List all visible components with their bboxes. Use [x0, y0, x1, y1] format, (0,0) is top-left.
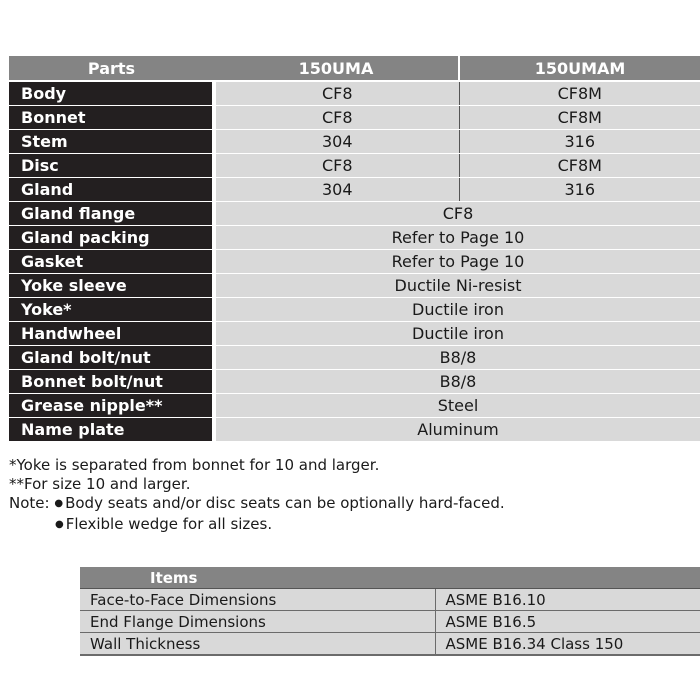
- table-row: [9, 346, 700, 370]
- material-150uma: CF8: [214, 154, 459, 178]
- material-150uma: 304: [214, 130, 459, 154]
- notes-section: [9, 456, 689, 536]
- materials-header-row: [9, 56, 700, 81]
- standard-item: Face-to-Face Dimensions: [80, 589, 435, 611]
- table-row: [9, 154, 700, 178]
- part-name: Handwheel: [9, 322, 214, 346]
- table-row: [9, 226, 700, 250]
- header-items: Items: [80, 567, 700, 589]
- table-row: [9, 250, 700, 274]
- material-150umam: 316: [459, 130, 700, 154]
- part-name: Gasket: [9, 250, 214, 274]
- note-label: Note:: [9, 494, 55, 512]
- table-row: [9, 202, 700, 226]
- standard-value: ASME B16.10: [435, 589, 700, 611]
- table-row: [9, 130, 700, 154]
- table-row: [9, 370, 700, 394]
- part-name: Bonnet: [9, 106, 214, 130]
- material-150umam: CF8M: [459, 106, 700, 130]
- material-common: CF8: [214, 202, 700, 226]
- part-name: Stem: [9, 130, 214, 154]
- table-row: [9, 178, 700, 202]
- header-150umam: 150UMAM: [459, 56, 700, 81]
- material-common: Ductile iron: [214, 298, 700, 322]
- bullet-icon: ●: [54, 498, 64, 509]
- table-row: [80, 633, 700, 656]
- bullet-icon: ●: [55, 519, 64, 530]
- material-common: Ductile iron: [214, 322, 700, 346]
- part-name: Grease nipple**: [9, 394, 214, 418]
- note-bullet-text: Body seats and/or disc seats can be optionally hard-faced.: [65, 494, 505, 512]
- material-common: B8/8: [214, 346, 700, 370]
- material-150uma: 304: [214, 178, 459, 202]
- table-row: [9, 394, 700, 418]
- footnote-grease-nipple: **For size 10 and larger.: [9, 475, 191, 493]
- header-150uma: 150UMA: [214, 56, 459, 81]
- note-bullet-text: Flexible wedge for all sizes.: [65, 515, 273, 533]
- materials-table: [9, 56, 700, 442]
- material-150umam: CF8M: [459, 154, 700, 178]
- table-row: [9, 106, 700, 130]
- material-common: Refer to Page 10: [214, 226, 700, 250]
- material-150uma: CF8: [214, 106, 459, 130]
- standard-item: End Flange Dimensions: [80, 611, 435, 633]
- part-name: Gland: [9, 178, 214, 202]
- material-150umam: CF8M: [459, 81, 700, 106]
- standard-value: ASME B16.5: [435, 611, 700, 633]
- table-row: [80, 611, 700, 633]
- table-row: [9, 418, 700, 442]
- table-row: [9, 81, 700, 106]
- standards-table: [80, 567, 700, 656]
- part-name: Bonnet bolt/nut: [9, 370, 214, 394]
- part-name: Body: [9, 81, 214, 106]
- header-parts: Parts: [9, 56, 214, 81]
- part-name: Yoke sleeve: [9, 274, 214, 298]
- material-common: Aluminum: [214, 418, 700, 442]
- part-name: Gland bolt/nut: [9, 346, 214, 370]
- material-common: Ductile Ni-resist: [214, 274, 700, 298]
- material-common: Steel: [214, 394, 700, 418]
- part-name: Yoke*: [9, 298, 214, 322]
- material-common: Refer to Page 10: [214, 250, 700, 274]
- note-line-2: [9, 515, 689, 536]
- part-name: Disc: [9, 154, 214, 178]
- part-name: Gland packing: [9, 226, 214, 250]
- table-row: [9, 322, 700, 346]
- table-row: [80, 589, 700, 611]
- standards-header-row: [80, 567, 700, 589]
- material-150uma: CF8: [214, 81, 459, 106]
- footnote-yoke: *Yoke is separated from bonnet for 10 and larger.: [9, 456, 380, 474]
- table-row: [9, 274, 700, 298]
- part-name: Gland flange: [9, 202, 214, 226]
- table-row: [9, 298, 700, 322]
- part-name: Name plate: [9, 418, 214, 442]
- standard-item: Wall Thickness: [80, 633, 435, 656]
- material-common: B8/8: [214, 370, 700, 394]
- note-line-1: [9, 494, 689, 515]
- standard-value: ASME B16.34 Class 150: [435, 633, 700, 656]
- material-150umam: 316: [459, 178, 700, 202]
